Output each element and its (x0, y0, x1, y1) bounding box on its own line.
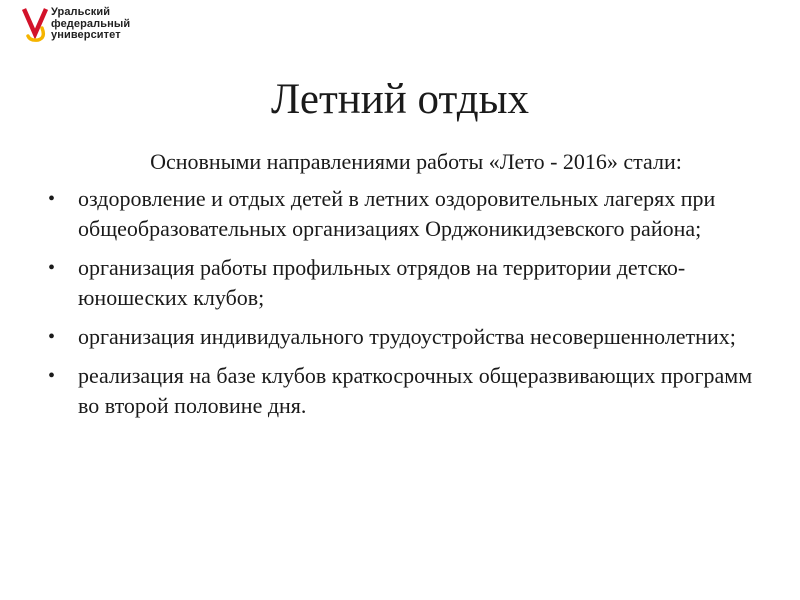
university-logo (22, 6, 130, 42)
bullet-icon: • (48, 326, 56, 348)
list-item (44, 253, 774, 313)
bullet-icon: • (48, 188, 56, 210)
list-item-text: организация работы профильных отрядов на территории детско-юношеских клубов; (78, 255, 686, 310)
list-item (44, 322, 774, 352)
list-item-text: организация индивидуального трудоустройства несовершеннолетних; (78, 324, 736, 349)
logo-line: университет (51, 29, 121, 41)
bullet-list (44, 184, 774, 430)
bullet-icon: • (48, 257, 56, 279)
logo-text (51, 7, 130, 42)
bullet-icon: • (48, 365, 56, 387)
slide-subtitle: Основными направлениями работы «Лето - 2016» стали: (150, 149, 682, 174)
list-item (44, 184, 774, 244)
logo-line: Уральский (51, 6, 111, 18)
list-item (44, 361, 774, 421)
slide-title: Летний отдых (271, 76, 529, 123)
list-item-text: оздоровление и отдых детей в летних оздоровительных лагерях при общеобразовательных организациях Орджоникидзевского района; (78, 186, 716, 241)
logo-line: федеральный (51, 17, 131, 30)
list-item-text: реализация на базе клубов краткосрочных общеразвивающих программ во второй половине дня. (78, 363, 753, 418)
urfu-logo-icon (22, 6, 48, 42)
